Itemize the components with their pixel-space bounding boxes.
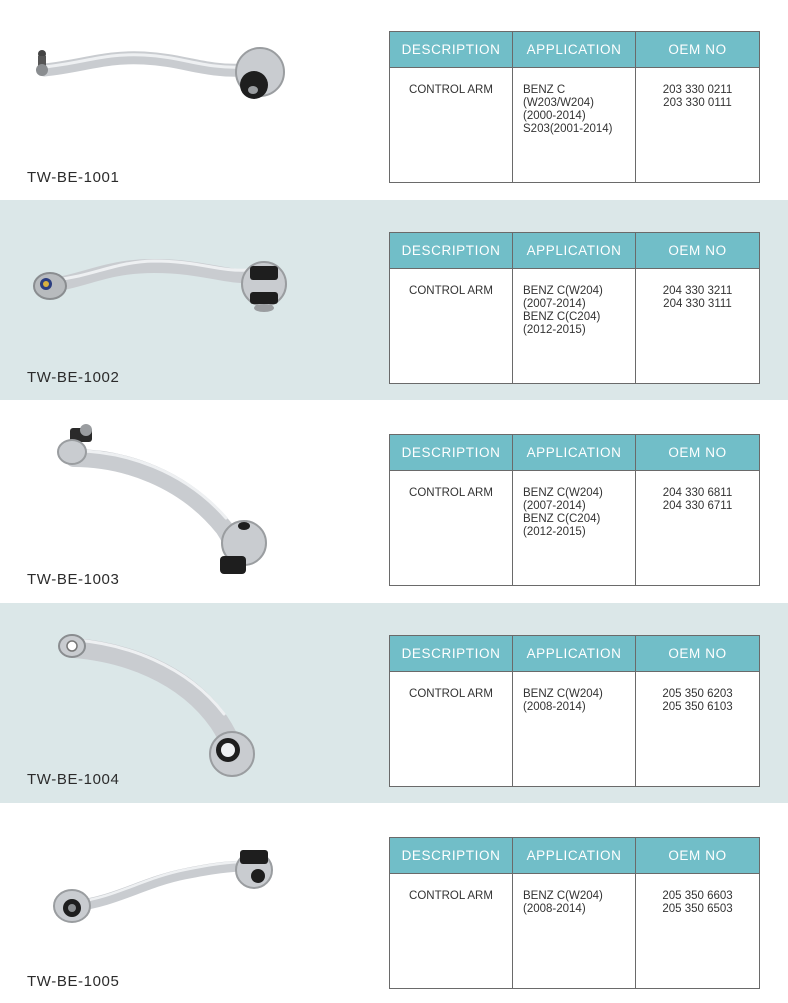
spec-table xyxy=(389,232,760,384)
application-line: (2012-2015) xyxy=(523,526,586,538)
oem-cell xyxy=(636,471,760,586)
description-header: DESCRIPTION xyxy=(390,636,513,672)
application-line: BENZ C(C204) xyxy=(523,311,601,323)
application-cell xyxy=(513,68,636,183)
application-line: BENZ C(W204) xyxy=(523,688,603,700)
oem-number: 205 350 6203 xyxy=(662,688,733,700)
application-cell xyxy=(513,471,636,586)
product-code: TW-BE-1003 xyxy=(27,571,120,588)
oem-number: 204 330 6711 xyxy=(662,500,733,512)
oem-header: OEM NO xyxy=(636,32,760,68)
spec-table xyxy=(389,837,760,989)
arm-body xyxy=(74,866,249,906)
oem-header: OEM NO xyxy=(636,838,760,874)
description-cell: CONTROL ARM xyxy=(390,471,513,586)
oem-cell xyxy=(636,68,760,183)
oem-number: 205 350 6603 xyxy=(662,890,733,902)
description-cell: CONTROL ARM xyxy=(390,874,513,989)
oem-number: 205 350 6503 xyxy=(662,903,733,915)
product-code: TW-BE-1005 xyxy=(27,973,120,990)
application-line: (2000-2014) xyxy=(523,110,586,122)
application-line: BENZ C(W204) xyxy=(523,285,603,297)
application-line: BENZ C(W204) xyxy=(523,890,603,902)
application-line: BENZ C(W204) xyxy=(523,487,603,499)
spec-table xyxy=(389,434,760,586)
oem-number: 205 350 6103 xyxy=(662,701,733,713)
product-code: TW-BE-1002 xyxy=(27,369,120,386)
application-line: BENZ C xyxy=(523,84,566,96)
description-cell: CONTROL ARM xyxy=(390,68,513,183)
arm-body xyxy=(74,458,239,558)
product-code: TW-BE-1001 xyxy=(27,169,120,186)
application-header: APPLICATION xyxy=(513,435,636,471)
oem-header: OEM NO xyxy=(636,636,760,672)
description-header: DESCRIPTION xyxy=(390,32,513,68)
application-header: APPLICATION xyxy=(513,636,636,672)
application-line: BENZ C(C204) xyxy=(523,513,601,525)
application-cell xyxy=(513,874,636,989)
spec-table xyxy=(389,31,760,183)
application-line: (2008-2014) xyxy=(523,903,586,915)
oem-number: 203 330 0111 xyxy=(663,97,732,109)
application-header: APPLICATION xyxy=(513,838,636,874)
oem-number: 204 330 3111 xyxy=(663,298,732,310)
application-line: (2012-2015) xyxy=(523,324,586,336)
description-header: DESCRIPTION xyxy=(390,838,513,874)
oem-number: 204 330 3211 xyxy=(662,285,733,297)
description-cell: CONTROL ARM xyxy=(390,672,513,787)
oem-cell xyxy=(636,874,760,989)
oem-number: 203 330 0211 xyxy=(662,84,733,96)
application-line: (2007-2014) xyxy=(523,298,586,310)
application-line: S203(2001-2014) xyxy=(523,123,613,135)
oem-cell xyxy=(636,672,760,787)
oem-number: 204 330 6811 xyxy=(662,487,733,499)
control-arm-image xyxy=(14,622,304,792)
application-cell xyxy=(513,672,636,787)
application-cell xyxy=(513,269,636,384)
spec-table xyxy=(389,635,760,787)
application-line: (W203/W204) xyxy=(523,97,594,109)
product-code: TW-BE-1004 xyxy=(27,771,120,788)
oem-header: OEM NO xyxy=(636,233,760,269)
control-arm-image xyxy=(14,418,304,588)
description-header: DESCRIPTION xyxy=(390,435,513,471)
oem-cell xyxy=(636,269,760,384)
oem-header: OEM NO xyxy=(636,435,760,471)
application-header: APPLICATION xyxy=(513,233,636,269)
description-header: DESCRIPTION xyxy=(390,233,513,269)
application-line: (2007-2014) xyxy=(523,500,586,512)
application-header: APPLICATION xyxy=(513,32,636,68)
description-cell: CONTROL ARM xyxy=(390,269,513,384)
application-line: (2008-2014) xyxy=(523,701,586,713)
